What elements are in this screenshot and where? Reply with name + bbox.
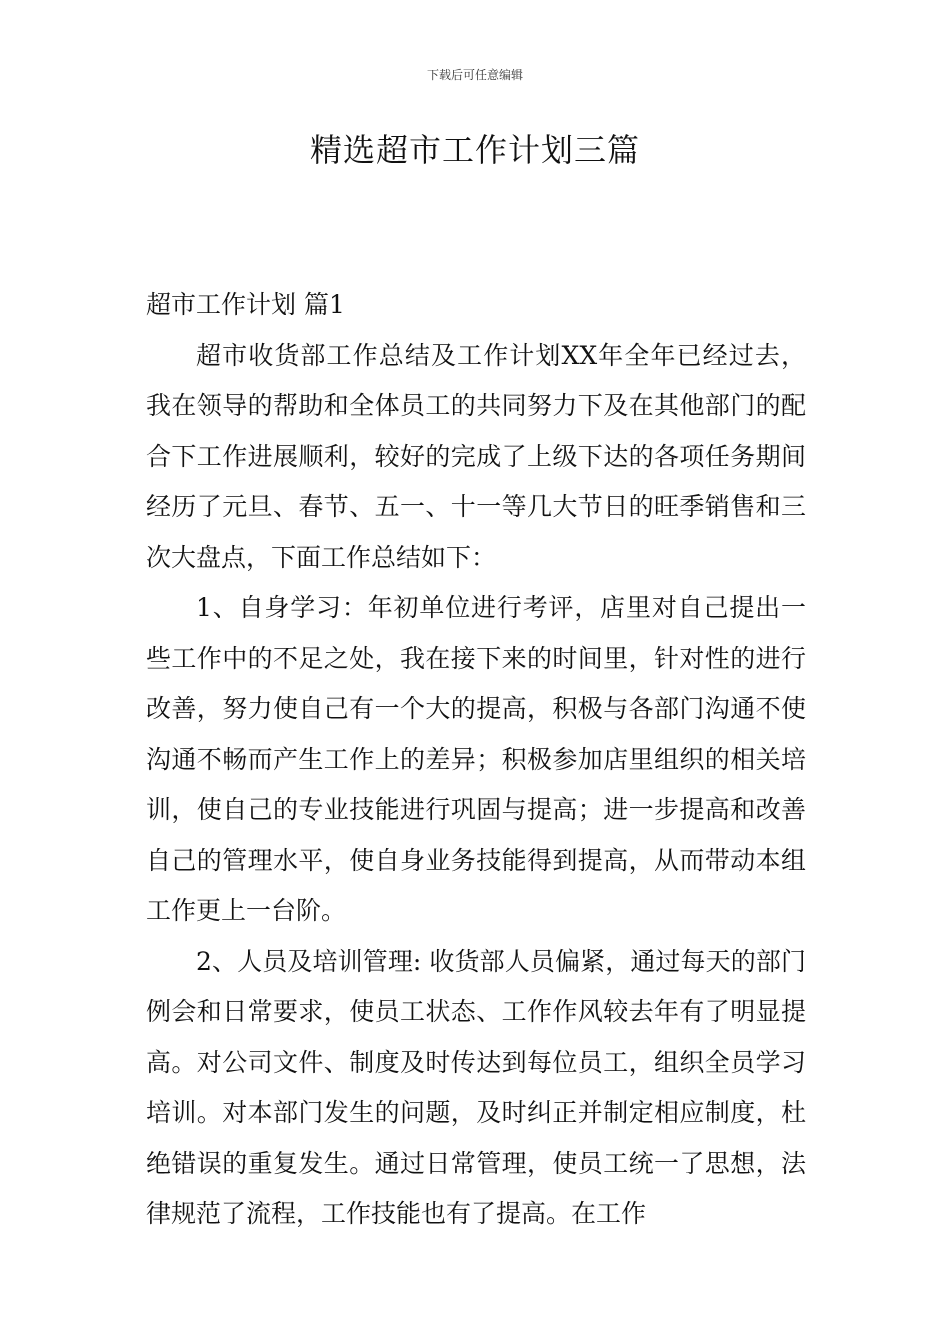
header-note: 下载后可任意编辑 [426, 68, 523, 82]
document-title: 精选超市工作计划三篇 [309, 131, 640, 169]
paragraph-staff-training: 2、人员及培训管理: 收货部人员偏紧，通过每天的部门例会和日常要求，使员工状态、工作作风较去年有了明显提高。对公司文件、制度及时传达到每位员工，组织全员学习培训。对本部门发生的问题，及时纠正并制定相应制度，杜绝错误的重复发生。通过日常管理，使员工统一了思想，法律规范了流程，工作技能也有了提高。在工作 [146, 946, 806, 1228]
paragraph-intro: 超市收货部工作总结及工作计划XX年全年已经过去，我在领导的帮助和全体员工的共同努力下及在其他部门的配合下工作进展顺利，较好的完成了上级下达的各项任务期间经历了元旦、春节、五一、十一等几大节日的旺季销售和三次大盘点，下面工作总结如下： [146, 340, 806, 572]
section-heading: 超市工作计划 篇1 [146, 290, 345, 319]
document-body [146, 280, 806, 1240]
paragraph-self-study: 1、自身学习：年初单位进行考评，店里对自己提出一些工作中的不足之处，我在接下来的时间里，针对性的进行改善，努力使自己有一个大的提高，积极与各部门沟通不使沟通不畅而产生工作上的差异；积极参加店里组织的相关培训，使自己的专业技能进行巩固与提高；进一步提高和改善自己的管理水平，使自身业务技能得到提高，从而带动本组工作更上一台阶。 [146, 593, 806, 925]
